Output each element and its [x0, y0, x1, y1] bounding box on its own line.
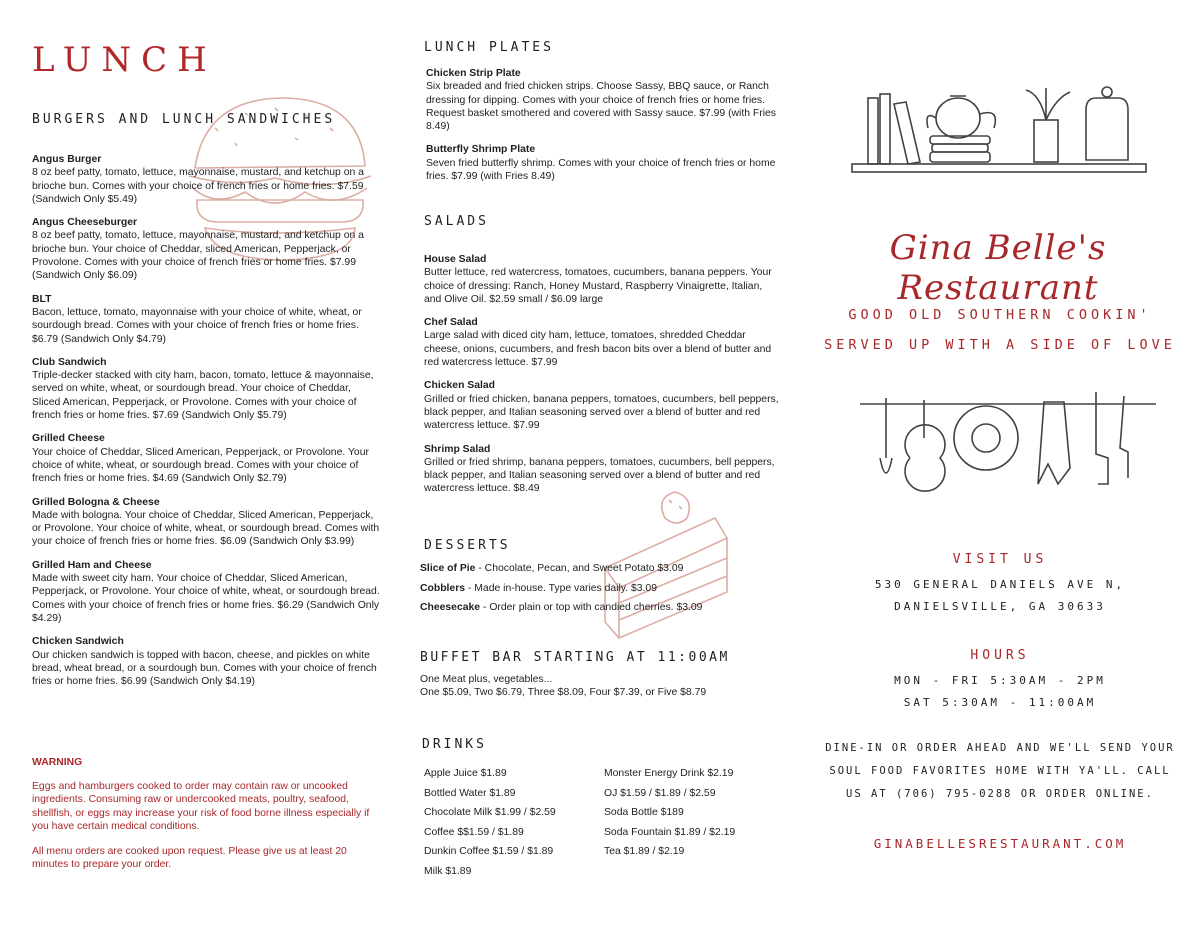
tagline-2: SERVED UP WITH A SIDE OF LOVE [824, 337, 1176, 353]
drink-item: Soda Fountain $1.89 / $2.19 [604, 826, 736, 838]
address-line-2: DANIELSVILLE, GA 30633 [894, 600, 1106, 613]
menu-item: Butterfly Shrimp Plate Seven fried butterfly shrimp. Comes with your choice of french fries or home fries. $7.99 (with Fries 8.49) [426, 144, 776, 183]
warning-note: All menu orders are cooked upon request. Please give us at least 20 minutes to prepare your order. [32, 846, 347, 871]
drink-item: Tea $1.89 / $2.19 [604, 846, 685, 857]
warning-text: Eggs and hamburgers cooked to order may contain raw or uncooked ingredients. Consuming raw or undercooked meats, poultry, seafood, shellfish, or eggs may increase your risk of food borne illness especially if you have certain medical conditions. [32, 781, 370, 832]
burgers-section [32, 112, 382, 688]
menu-item: Chicken Strip Plate Six breaded and fried chicken strips. Choose Sassy, BBQ sauce, or Ranch dressing for dipping. Comes with your choice of french fries or home fries. Request basket smothered and covered with Sassy sauce. $7.99 (with Fries 8.49) [426, 68, 776, 133]
dessert-item: Slice of Pie - Chocolate, Pecan, and Sweet Potato $3.09 [420, 563, 684, 574]
menu-item: Angus Burger 8 oz beef patty, tomato, lettuce, mayonnaise, mustard, and ketchup on a brioche bun. Comes with your choice of french fries or home fries. $7.59 (Sandwich Only $5.49) [32, 154, 364, 205]
lunch-plates-heading: LUNCH PLATES [424, 40, 554, 55]
drinks-heading-wrap [420, 737, 780, 752]
menu-item: Chicken Salad Grilled or fried chicken, banana peppers, tomatoes, cucumbers, bell peppers, black pepper, and Italian seasoning served over a blend of butter and red watercress lettuce. $7.99 [424, 380, 779, 432]
desserts-section [420, 538, 780, 618]
menu-item: Grilled Bologna & Cheese Made with bologna. Your choice of Cheddar, Sliced American, Pepperjack, or Provolone. Your choice of white, wheat, or sourdough bread. Comes with your choice of french fries or home fries. $6.09 (Sandwich Only $3.99) [32, 496, 380, 548]
salads-section [420, 214, 780, 496]
visit-heading: VISIT US [952, 552, 1048, 567]
website-link[interactable]: GINABELLESRESTAURANT.COM [873, 836, 1127, 851]
address-line-1: 530 GENERAL DANIELS AVE N, [874, 578, 1126, 591]
lunch-plates-section [420, 40, 780, 183]
drink-item: Monster Energy Drink $2.19 [604, 768, 734, 779]
drink-item: Milk $1.89 [424, 865, 472, 877]
menu-item: BLT Bacon, lettuce, tomato, mayonnaise with your choice of white, wheat, or sourdough bread. Comes with your choice of french fries or home fries. $6.79 (Sandwich Only $4.79) [32, 293, 362, 345]
warning-section [32, 757, 382, 872]
hours-weekday: MON - FRI 5:30AM - 2PM [894, 674, 1106, 687]
menu-item: Shrimp Salad Grilled or fried shrimp, banana peppers, tomatoes, cucumbers, bell peppers, black pepper, and Italian seasoning served over a blend of butter and red watercress lettuce. $8.49 [424, 443, 775, 495]
menu-item: Chef Salad Large salad with diced city ham, lettuce, tomatoes, shredded Cheddar cheese, onions, cucumbers, and fresh bacon bits over a blend of butter and red watercress lettuce. $7.99 [424, 317, 772, 369]
buffet-line: One Meat plus, vegetables... [420, 674, 553, 685]
restaurant-name: Gina Belle's Restaurant [889, 228, 1107, 308]
menu-item: Club Sandwich Triple-decker stacked with city ham, bacon, tomato, lettuce & mayonnaise, served on white, wheat, or sourdough bread. Your choice of Cheddar, Sliced American, Pepperjack, or Provolone. Comes with your choice of french fries or home fries. $7.69 (Sandwich Only $5.79) [32, 356, 374, 422]
menu-item: House Salad Butter lettuce, red watercress, tomatoes, cucumbers, banana peppers. Your choice of dressing: Ranch, Honey Mustard, Raspberry Vinaigrette, Italian, and Olive Oil. $2.59 small / $6.09 large [424, 254, 772, 305]
tagline-1: GOOD OLD SOUTHERN COOKIN' [848, 307, 1152, 323]
drink-item: Dunkin Coffee $1.59 / $1.89 [424, 846, 554, 857]
salads-heading: SALADS [424, 214, 489, 229]
desserts-heading: DESSERTS [424, 538, 511, 553]
promo-line-3: US AT (706) 795-0288 OR ORDER ONLINE. [846, 788, 1154, 800]
hours-saturday: SAT 5:30AM - 11:00AM [903, 696, 1097, 709]
menu-item: Grilled Ham and Cheese Made with sweet city ham. Your choice of Cheddar, Sliced American, Pepperjack, or Provolone. Your choice of white, wheat, or sourdough bread. Comes with your choice of french fries or home fries. $6.29 (Sandwich Only $4.29) [32, 559, 380, 624]
drink-item: Chocolate Milk $1.99 / $2.59 [424, 807, 556, 818]
hours-heading: HOURS [970, 648, 1030, 663]
lunch-title: LUNCH [32, 40, 217, 80]
warning-heading: WARNING [32, 757, 83, 768]
buffet-section [420, 650, 780, 700]
dessert-item: Cobblers - Made in-house. Type varies daily. $3.09 [420, 582, 657, 594]
drink-item: Coffee $$1.59 / $1.89 [424, 826, 524, 838]
menu-item: Angus Cheeseburger 8 oz beef patty, tomato, lettuce, mayonnaise, mustard, and ketchup on a brioche bun. Your choice of Cheddar, sliced American, Pepperjack, or Provolone. Comes with your choice of french fries or home fries. $7.99 (Sandwich Only $6.09) [32, 217, 364, 282]
drink-item: Soda Bottle $189 [604, 807, 684, 818]
buffet-prices: One $5.09, Two $6.79, Three $8.09, Four $7.39, or Five $8.79 [420, 687, 707, 699]
hanging-utensils-sketch-icon [858, 388, 1158, 508]
menu-item: Chicken Sandwich Our chicken sandwich is topped with bacon, cheese, and pickles on white bread, wheat bread, or a sourdough bun. Comes with your choice of french fries or home fries. $6.99 (Sandwich Only $4.19) [32, 636, 377, 688]
kitchen-shelf-sketch-icon [850, 84, 1150, 180]
buffet-heading: BUFFET BAR STARTING AT 11:00AM [420, 650, 730, 665]
dessert-item: Cheesecake - Order plain or top with candied cherries. $3.09 [420, 602, 703, 613]
promo-line-2: SOUL FOOD FAVORITES HOME WITH YA'LL. CALL [829, 765, 1171, 777]
promo-line-1: DINE-IN OR ORDER AHEAD AND WE'LL SEND YOUR [825, 742, 1175, 754]
drinks-heading: DRINKS [422, 737, 487, 752]
burgers-heading: BURGERS AND LUNCH SANDWICHES [32, 112, 336, 127]
drink-item: OJ $1.59 / $1.89 / $2.59 [604, 787, 716, 799]
drink-item: Apple Juice $1.89 [424, 768, 507, 779]
drink-item: Bottled Water $1.89 [424, 787, 516, 799]
menu-item: Grilled Cheese Your choice of Cheddar, Sliced American, Pepperjack, or Provolone. Your choice of white, wheat, or sourdough bread. Comes with your choice of french fries or home fries. $4.69 (Sandwich Only $2.79) [32, 433, 369, 485]
